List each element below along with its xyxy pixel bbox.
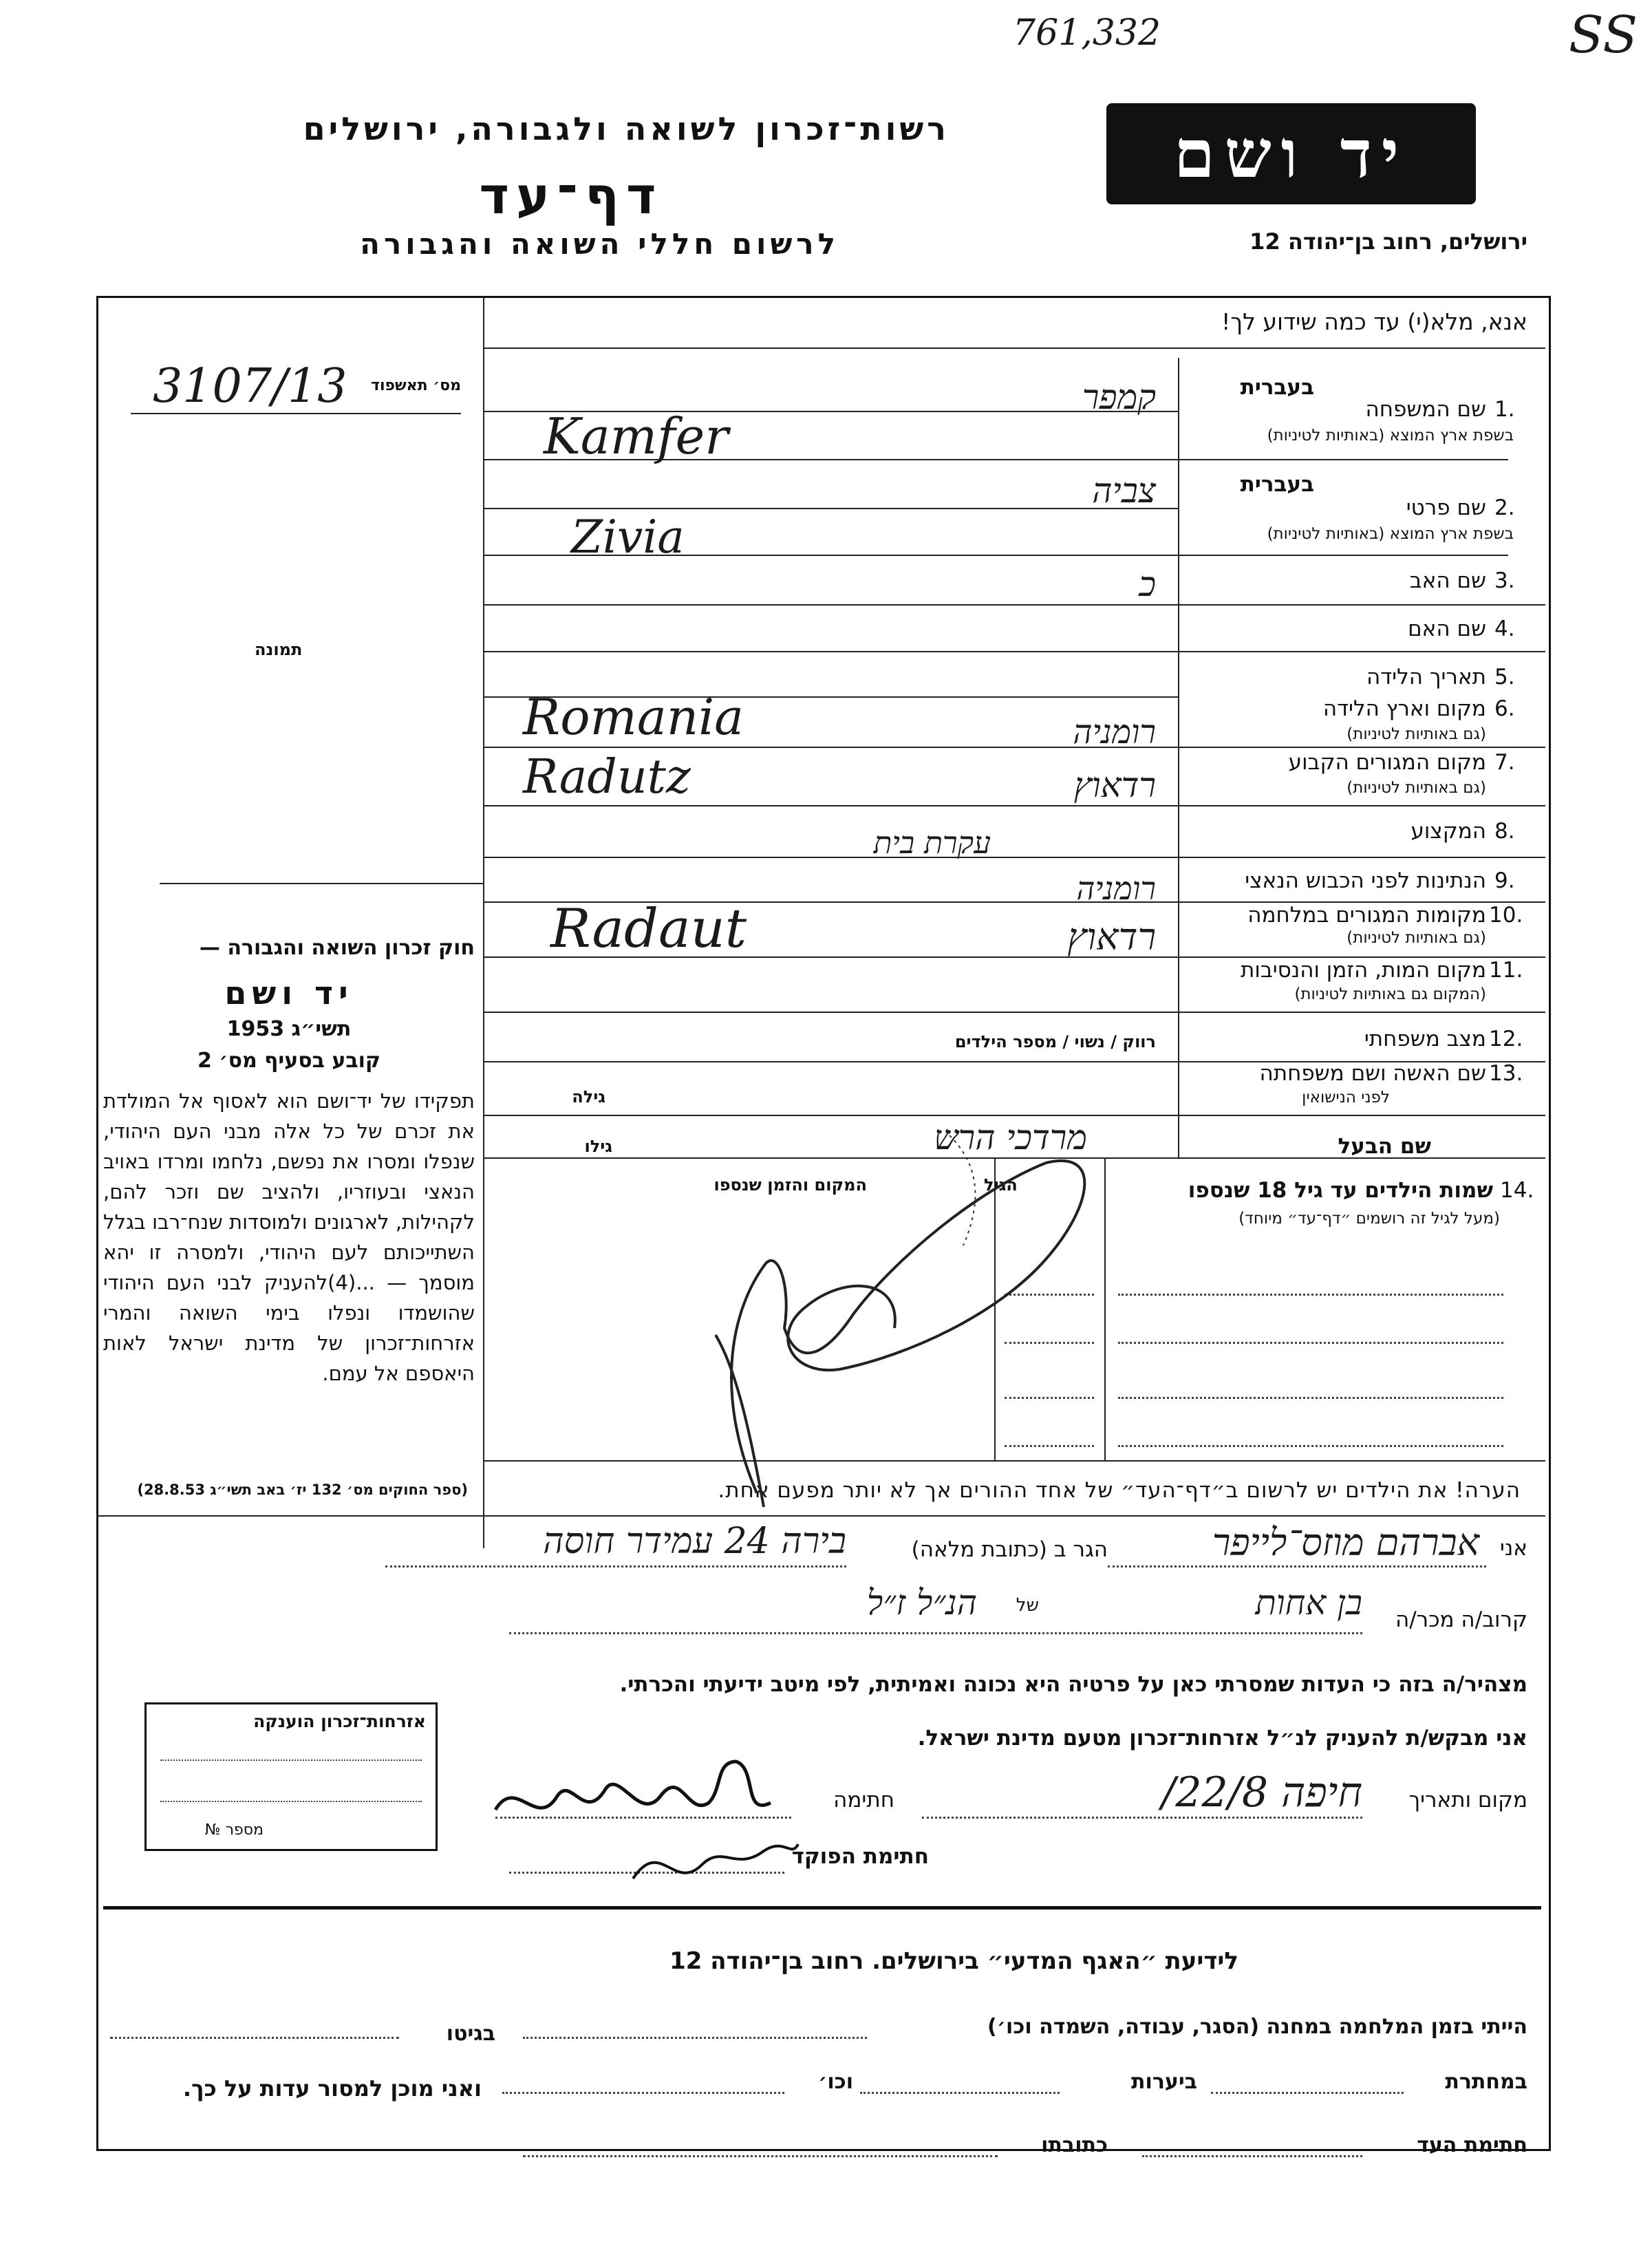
affirmation: מצהיר/ה בזה כי העדות שמסרתי כאן על פרטיה היא נכונה ואמיתית, לפי מיטב ידיעתי והכרתי. bbox=[619, 1672, 1527, 1697]
children-num: 14. bbox=[1500, 1178, 1534, 1203]
field-3-num: 3. bbox=[1494, 568, 1515, 593]
form-subtitle: לרשום חללי השואה והגבורה bbox=[360, 227, 839, 261]
field-10-hebrew-value: רדאוץ bbox=[1067, 915, 1156, 959]
shel-label: של bbox=[1016, 1595, 1039, 1616]
field-7-label: מקום המגורים הקבוע bbox=[1288, 750, 1486, 775]
field-7-num: 7. bbox=[1494, 750, 1515, 775]
cross-out-scribble bbox=[688, 1108, 1115, 1534]
law-clause: קובע בסעיף מס׳ 2 bbox=[197, 1049, 381, 1073]
witness-address: בירה 24 עמידר חוסה bbox=[543, 1521, 846, 1562]
field-10-label: מקומות המגורים במלחמה bbox=[1247, 903, 1486, 928]
footer-address-label: כתובתו bbox=[1041, 2133, 1108, 2157]
law-year: תשי״ג 1953 bbox=[226, 1017, 352, 1041]
field-13-num: 13. bbox=[1489, 1061, 1523, 1086]
field-4-num: 4. bbox=[1494, 617, 1515, 641]
field-10-sub: (גם באותיות לטיניות) bbox=[1347, 929, 1486, 947]
request: אני מבקש/ת להעניק לנ״ל אזרחות־זכרון מטעם מדינת ישראל. bbox=[917, 1726, 1527, 1751]
footer-witness-signature-label: חתימת העד bbox=[1417, 2133, 1527, 2157]
left-column-border bbox=[483, 297, 484, 1548]
field-6-hebrew-value: רומניה bbox=[1073, 713, 1156, 751]
field-6-label: מקום וארץ הלידה bbox=[1322, 696, 1486, 721]
intro-instruction: אנא, מלא(י) עד כמה שידוע לך! bbox=[1221, 308, 1527, 335]
field-11-sub: (המקום גם באותיות לטיניות) bbox=[1294, 985, 1486, 1003]
law-text: תפקידו של יד־ושם הוא לאסוף אל המולדת את זכרם של כל אלה מבני העם היהודי, שנפלו ומסרו את נפשם, נלחמו ומרדו באויב הנאצי ובעוזריו, ולהציב שם וזכר להם, לקהילות, לארגונים ולמוסדות שנח־רבו בגלל השתייכותם לעם היהודי, ולמסרה זו יהא מוסמך — ...(4)להעניק לבני העם היהודי שהושמדו ונפלו בימי השואה והמרי אזרחות־זכרון של מדינת ישראל לאות היאספם אל עמם. bbox=[103, 1089, 475, 1385]
law-yad-vashem: יד ושם bbox=[224, 974, 354, 1012]
field-3-label: שם האב bbox=[1409, 568, 1486, 593]
field-7-sub: (גם באותיות לטיניות) bbox=[1347, 779, 1486, 797]
resident-label: הגר ב (כתובת מלאה) bbox=[911, 1537, 1108, 1562]
marital-options: רווק / נשוי / מספר הילדים bbox=[954, 1032, 1156, 1051]
husband-value: מרדכי הרש bbox=[934, 1117, 1087, 1157]
husband-label: שם הבעל bbox=[1338, 1134, 1431, 1159]
officer-signature-label: חתימת הפוקד bbox=[791, 1844, 929, 1869]
certificate-number-label: מספר № bbox=[204, 1821, 264, 1839]
field-2-hebrew-value: צביה bbox=[1092, 471, 1156, 511]
field-6-latin-value: Romania bbox=[523, 688, 744, 746]
certificate-box bbox=[144, 1702, 438, 1851]
field-5-label: תאריך הלידה bbox=[1366, 665, 1486, 689]
corner-initials: SS bbox=[1569, 6, 1638, 65]
signature-label: חתימה bbox=[833, 1788, 894, 1812]
footer-ready-statement: ואני מוכן למסור עדות על כך. bbox=[182, 2075, 482, 2101]
field-8-hebrew-value: עקרת בית bbox=[873, 826, 991, 861]
witness-name: אברהם מוזס־לייפר bbox=[1212, 1521, 1479, 1564]
relative-label: קרוב/ה מכר/ה bbox=[1395, 1607, 1527, 1632]
field-13-sub: לפני הנישואין bbox=[1302, 1089, 1390, 1106]
footer-etc-label: וכו׳ bbox=[818, 2070, 853, 2094]
place-date-value: חיפה 22/8/ bbox=[1161, 1768, 1362, 1817]
children-place-header: המקום והזמן שנספו bbox=[714, 1175, 867, 1195]
archive-serial: 761,332 bbox=[1013, 12, 1161, 54]
record-number-value: 3107/13 bbox=[153, 359, 347, 414]
field-11-label: מקום המות, הזמן והנסיבות bbox=[1241, 958, 1486, 983]
field-8-num: 8. bbox=[1494, 819, 1515, 844]
field-10-num: 10. bbox=[1489, 903, 1523, 928]
field-2-label: שם פרטי bbox=[1406, 495, 1486, 520]
children-label: שמות הילדים עד גיל 18 שנספו bbox=[1188, 1178, 1493, 1203]
certificate-title: אזרחות־זכרון הוענקה bbox=[253, 1711, 426, 1731]
field-1-sub: בשפת ארץ המוצא (באותיות לטיניות) bbox=[1267, 427, 1514, 445]
field-1-label: שם המשפחה bbox=[1365, 397, 1486, 422]
footer-camp-label: הייתי בזמן המלחמה במחנה (הסגר, עבודה, השמדה וכו׳) bbox=[987, 2015, 1527, 2039]
field-5-num: 5. bbox=[1494, 665, 1515, 689]
field-2-sub: בשפת ארץ המוצא (באותיות לטיניות) bbox=[1267, 525, 1514, 543]
logo-text: יד ושם bbox=[1173, 115, 1409, 193]
footer-forests-label: ביערות bbox=[1131, 2070, 1197, 2094]
law-heading: חוק זכרון השואה והגבורה — bbox=[199, 936, 475, 960]
footer-ghetto-label: בגיטו bbox=[446, 2022, 495, 2046]
field-6-num: 6. bbox=[1494, 696, 1515, 721]
officer-signature bbox=[619, 1823, 812, 1899]
field-8-label: המקצוע bbox=[1410, 819, 1486, 844]
record-number-label: מס׳ תאשפוד bbox=[371, 377, 461, 394]
field-13-label: שם האשה ושם משפחתה bbox=[1259, 1061, 1486, 1086]
field-12-num: 12. bbox=[1489, 1027, 1523, 1051]
form-title: דף־עד bbox=[479, 167, 663, 226]
hebrew-label-1: בעברית bbox=[1240, 375, 1314, 400]
field-12-label: מצב משפחתי bbox=[1364, 1027, 1486, 1051]
husband-age-label: גילו bbox=[584, 1137, 612, 1156]
field-11-num: 11. bbox=[1489, 958, 1523, 983]
field-7-hebrew-value: רדאוץ bbox=[1073, 765, 1156, 805]
field-2-latin-value: Zivia bbox=[571, 511, 685, 564]
photo-label: תמונה bbox=[255, 640, 303, 659]
decl-ani: אני bbox=[1499, 1536, 1527, 1561]
field-9-num: 9. bbox=[1494, 868, 1515, 893]
field-10-latin-value: Radaut bbox=[550, 898, 747, 960]
address: ירושלים, רחוב בן־יהודה 12 bbox=[1249, 228, 1527, 255]
field-4-label: שם האם bbox=[1408, 617, 1486, 641]
children-note: הערה! את הילדים יש לרשום ב״דף־העד״ של אחד ההורים אך לא יותר מפעם אחת. bbox=[718, 1478, 1521, 1503]
children-sub: (מעל לגיל זה רושמים ״דף־עד״ מיוחד) bbox=[1238, 1210, 1500, 1228]
field-1-latin-value: Kamfer bbox=[544, 407, 729, 465]
field-2-num: 2. bbox=[1494, 495, 1515, 520]
field-3-hebrew-value: כ bbox=[1139, 564, 1156, 604]
relation-subject: הנ״ל ז״ל bbox=[866, 1583, 977, 1623]
field-1-num: 1. bbox=[1494, 397, 1515, 422]
label-column-border bbox=[1178, 358, 1179, 1157]
hebrew-label-2: בעברית bbox=[1240, 472, 1314, 497]
field-9-label: הנתינות לפני הכבוש הנאצי bbox=[1245, 868, 1486, 893]
field-9-hebrew-value: רומניה bbox=[1076, 870, 1156, 907]
footer-title: לידיעת ״האגף המדעי״ בירושלים. רחוב בן־יהודה 12 bbox=[669, 1947, 1238, 1975]
field-7-latin-value: Radutz bbox=[523, 750, 691, 804]
relation-value: בן אחות bbox=[1255, 1583, 1362, 1623]
children-age-header: הגיל bbox=[984, 1175, 1018, 1195]
footer-underground-label: במחתרת bbox=[1445, 2070, 1527, 2094]
law-source: (ספר החוקים מס׳ 132 יז׳ באב תשי״ג 28.8.53) bbox=[137, 1482, 468, 1498]
field-6-sub: (גם באותיות לטיניות) bbox=[1347, 725, 1486, 743]
org-name: רשות־זכרון לשואה ולגבורה, ירושלים bbox=[303, 110, 950, 147]
field-1-hebrew-value: קמפר bbox=[1082, 377, 1156, 417]
wife-age-label: גילה bbox=[572, 1087, 605, 1106]
place-date-label: מקום ותאריך bbox=[1408, 1788, 1527, 1812]
yad-vashem-logo bbox=[1106, 103, 1476, 204]
